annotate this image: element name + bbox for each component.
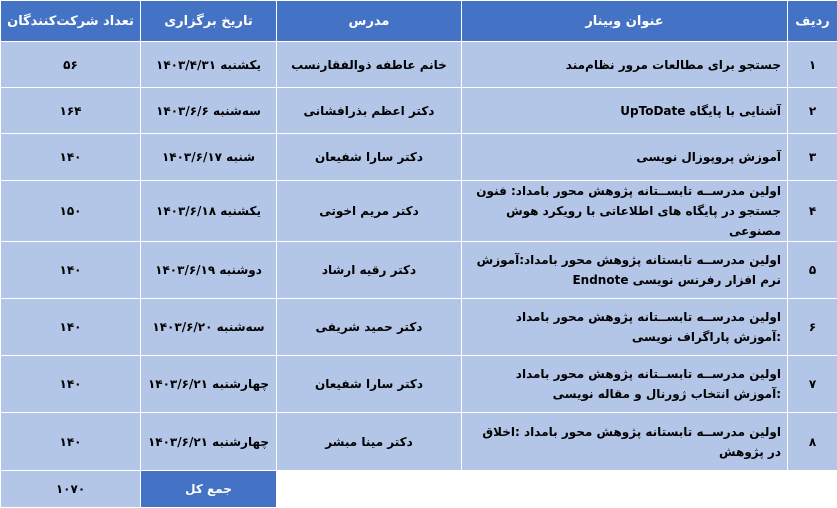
footer-empty-cell	[788, 471, 837, 508]
event-date: سه‌شنبه ۱۴۰۳/۶/۲۰	[141, 299, 277, 356]
table-row	[1, 181, 837, 242]
row-number: ۳	[788, 134, 837, 181]
webinar-title: آموزش پروپوزال نویسی	[462, 134, 788, 181]
event-date: دوشنبه ۱۴۰۳/۶/۱۹	[141, 242, 277, 299]
lecturer-name: دکتر حمید شریفی	[277, 299, 462, 356]
table-row	[1, 356, 837, 413]
table-row	[1, 413, 837, 471]
total-label: جمع کل	[141, 471, 277, 508]
header-participants: تعداد شرکت‌کنندگان	[1, 1, 141, 42]
event-date: شنبه ۱۴۰۳/۶/۱۷	[141, 134, 277, 181]
webinar-title: جستجو برای مطالعات مرور نظام‌مند	[462, 42, 788, 88]
lecturer-name: دکتر اعظم بذرافشانی	[277, 88, 462, 134]
webinar-title: اولین مدرســه تابســتانه پژوهش محور بامداد: فنون جستجو در پایگاه های اطلاعاتی با رویکرد هوش مصنوعی	[462, 181, 788, 242]
event-date: چهارشنبه ۱۴۰۳/۶/۲۱	[141, 356, 277, 413]
row-number: ۶	[788, 299, 837, 356]
participant-count: ۱۵۰	[1, 181, 141, 242]
event-date: چهارشنبه ۱۴۰۳/۶/۲۱	[141, 413, 277, 471]
participant-count: ۱۴۰	[1, 299, 141, 356]
row-number: ۷	[788, 356, 837, 413]
participant-count: ۱۴۰	[1, 356, 141, 413]
event-date: یکشنبه ۱۴۰۳/۶/۱۸	[141, 181, 277, 242]
participant-count: ۱۴۰	[1, 242, 141, 299]
row-number: ۲	[788, 88, 837, 134]
header-row	[1, 1, 837, 42]
webinar-title: اولین مدرســه تابســتانه پژوهش محور بامداد :آموزش پاراگراف نویسی	[462, 299, 788, 356]
event-date: سه‌شنبه ۱۴۰۳/۶/۶	[141, 88, 277, 134]
header-row-number: ردیف	[788, 1, 837, 42]
total-participants: ۱۰۷۰	[1, 471, 141, 508]
lecturer-name: خانم عاطفه ذوالفقارنسب	[277, 42, 462, 88]
lecturer-name: دکتر رقیه ارشاد	[277, 242, 462, 299]
footer-empty-cell	[462, 471, 788, 508]
lecturer-name: دکتر مریم اخوتی	[277, 181, 462, 242]
lecturer-name: دکتر مینا مبشر	[277, 413, 462, 471]
participant-count: ۵۶	[1, 42, 141, 88]
header-lecturer: مدرس	[277, 1, 462, 42]
lecturer-name: دکتر سارا شفیعان	[277, 356, 462, 413]
event-date: یکشنبه ۱۴۰۳/۴/۳۱	[141, 42, 277, 88]
header-title: عنوان وبینار	[462, 1, 788, 42]
participant-count: ۱۴۰	[1, 413, 141, 471]
webinar-title: اولین مدرســه تابســتانه پژوهش محور بامداد :آموزش انتخاب ژورنال و مقاله نویسی	[462, 356, 788, 413]
webinar-title: اولین مدرســه تابستانه پژوهش محور بامداد:آموزش نرم افزار رفرنس نویسی Endnote	[462, 242, 788, 299]
table-row	[1, 134, 837, 181]
table-row	[1, 42, 837, 88]
table-row	[1, 242, 837, 299]
row-number: ۵	[788, 242, 837, 299]
footer-row	[1, 471, 837, 508]
lecturer-name: دکتر سارا شفیعان	[277, 134, 462, 181]
header-date: تاریخ برگزاری	[141, 1, 277, 42]
footer-empty-cell	[277, 471, 462, 508]
row-number: ۴	[788, 181, 837, 242]
webinar-title: اولین مدرســه تابستانه پژوهش محور بامداد :اخلاق در پژوهش	[462, 413, 788, 471]
table-row	[1, 88, 837, 134]
webinar-title: آشنایی با پایگاه UpToDate	[462, 88, 788, 134]
row-number: ۸	[788, 413, 837, 471]
participant-count: ۱۶۴	[1, 88, 141, 134]
participant-count: ۱۴۰	[1, 134, 141, 181]
row-number: ۱	[788, 42, 837, 88]
table-row	[1, 299, 837, 356]
